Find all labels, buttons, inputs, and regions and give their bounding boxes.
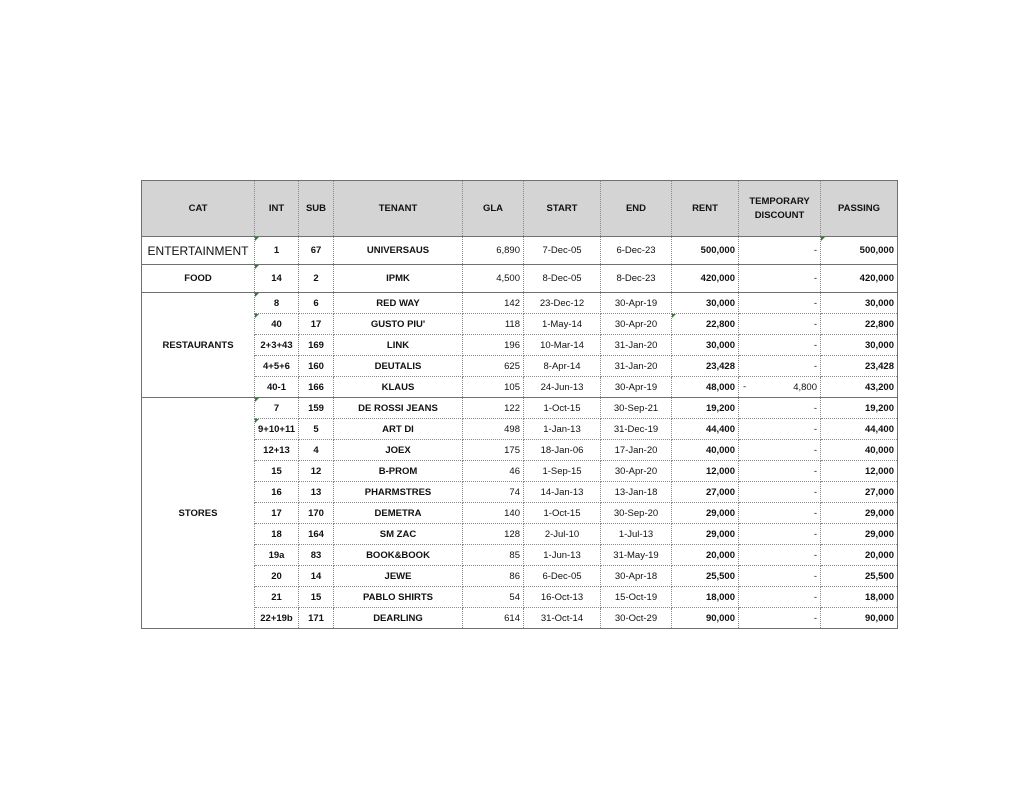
header-start: START: [524, 181, 601, 237]
temporary-discount-cell: -: [739, 314, 821, 335]
discount-value: 4,800: [793, 381, 817, 393]
end-date-cell: 30-Apr-20: [601, 314, 672, 335]
temporary-discount-cell: -: [739, 608, 821, 629]
gla-cell: 614: [463, 608, 524, 629]
temporary-discount-cell: -: [739, 461, 821, 482]
gla-cell: 85: [463, 545, 524, 566]
discount-sign: -: [743, 381, 747, 393]
passing-cell: 43,200: [821, 377, 898, 398]
temporary-discount-cell: -: [739, 335, 821, 356]
temporary-discount-cell: -: [739, 566, 821, 587]
passing-cell: 25,500: [821, 566, 898, 587]
int-cell: 16: [255, 482, 299, 503]
rent-cell: 18,000: [672, 587, 739, 608]
sub-cell: 83: [299, 545, 334, 566]
sub-cell: 2: [299, 265, 334, 293]
rent-cell: 29,000: [672, 503, 739, 524]
tenant-cell: PHARMSTRES: [334, 482, 463, 503]
int-cell: 22+19b: [255, 608, 299, 629]
tenant-cell: BOOK&BOOK: [334, 545, 463, 566]
table-row: [142, 440, 898, 461]
sub-cell: 13: [299, 482, 334, 503]
tenant-cell: GUSTO PIU': [334, 314, 463, 335]
table-row: [142, 419, 898, 440]
temporary-discount-cell: -: [739, 265, 821, 293]
passing-cell: 44,400: [821, 419, 898, 440]
table-row: [142, 335, 898, 356]
tenant-cell: KLAUS: [334, 377, 463, 398]
end-date-cell: 30-Apr-19: [601, 377, 672, 398]
tenant-cell: SM ZAC: [334, 524, 463, 545]
start-date-cell: 14-Jan-13: [524, 482, 601, 503]
int-cell: 17: [255, 503, 299, 524]
table-row: [142, 356, 898, 377]
tenant-cell: PABLO SHIRTS: [334, 587, 463, 608]
temporary-discount-cell: -: [739, 398, 821, 419]
tenant-cell: ART DI: [334, 419, 463, 440]
rent-cell: 12,000: [672, 461, 739, 482]
passing-cell: 27,000: [821, 482, 898, 503]
rent-cell: 19,200: [672, 398, 739, 419]
start-date-cell: 2-Jul-10: [524, 524, 601, 545]
sub-cell: 4: [299, 440, 334, 461]
sub-cell: 171: [299, 608, 334, 629]
int-cell: 15: [255, 461, 299, 482]
int-cell: 20: [255, 566, 299, 587]
table-row: [142, 587, 898, 608]
end-date-cell: 31-Jan-20: [601, 356, 672, 377]
temporary-discount-cell: -: [739, 419, 821, 440]
passing-cell: 420,000: [821, 265, 898, 293]
rent-cell: 25,500: [672, 566, 739, 587]
category-cell: RESTAURANTS: [142, 293, 255, 398]
passing-cell: 90,000: [821, 608, 898, 629]
end-date-cell: 6-Dec-23: [601, 237, 672, 265]
gla-cell: 74: [463, 482, 524, 503]
gla-cell: 175: [463, 440, 524, 461]
rent-cell: 27,000: [672, 482, 739, 503]
table-row: [142, 461, 898, 482]
sub-cell: 159: [299, 398, 334, 419]
passing-cell: 29,000: [821, 503, 898, 524]
passing-cell: 30,000: [821, 293, 898, 314]
tenant-cell: LINK: [334, 335, 463, 356]
end-date-cell: 15-Oct-19: [601, 587, 672, 608]
passing-cell: 12,000: [821, 461, 898, 482]
gla-cell: 498: [463, 419, 524, 440]
passing-cell: 20,000: [821, 545, 898, 566]
start-date-cell: 8-Apr-14: [524, 356, 601, 377]
end-date-cell: 30-Apr-19: [601, 293, 672, 314]
end-date-cell: 30-Sep-21: [601, 398, 672, 419]
header-int: INT: [255, 181, 299, 237]
end-date-cell: 8-Dec-23: [601, 265, 672, 293]
gla-cell: 4,500: [463, 265, 524, 293]
rent-cell: 90,000: [672, 608, 739, 629]
table-row: [142, 237, 898, 265]
table-row: [142, 524, 898, 545]
table-row: [142, 608, 898, 629]
rent-cell: 500,000: [672, 237, 739, 265]
rent-cell: 22,800: [672, 314, 739, 335]
start-date-cell: 7-Dec-05: [524, 237, 601, 265]
end-date-cell: 30-Apr-20: [601, 461, 672, 482]
int-cell: 9+10+11: [255, 419, 299, 440]
header-passing: PASSING: [821, 181, 898, 237]
sub-cell: 160: [299, 356, 334, 377]
temporary-discount-cell: [739, 377, 821, 398]
start-date-cell: 24-Jun-13: [524, 377, 601, 398]
category-cell: STORES: [142, 398, 255, 629]
int-cell: 21: [255, 587, 299, 608]
tenancy-schedule-table: [141, 180, 898, 629]
temporary-discount-cell: -: [739, 524, 821, 545]
int-cell: 19a: [255, 545, 299, 566]
start-date-cell: 6-Dec-05: [524, 566, 601, 587]
temporary-discount-cell: -: [739, 237, 821, 265]
start-date-cell: 8-Dec-05: [524, 265, 601, 293]
rent-cell: 48,000: [672, 377, 739, 398]
rent-cell: 44,400: [672, 419, 739, 440]
int-cell: 40: [255, 314, 299, 335]
end-date-cell: 30-Apr-18: [601, 566, 672, 587]
int-cell: 2+3+43: [255, 335, 299, 356]
rent-cell: 30,000: [672, 335, 739, 356]
passing-cell: 500,000: [821, 237, 898, 265]
tenant-cell: JEWE: [334, 566, 463, 587]
gla-cell: 142: [463, 293, 524, 314]
rent-cell: 40,000: [672, 440, 739, 461]
header-cat: CAT: [142, 181, 255, 237]
rent-cell: 30,000: [672, 293, 739, 314]
start-date-cell: 1-Oct-15: [524, 398, 601, 419]
gla-cell: 140: [463, 503, 524, 524]
start-date-cell: 16-Oct-13: [524, 587, 601, 608]
header-sub: SUB: [299, 181, 334, 237]
passing-cell: 19,200: [821, 398, 898, 419]
int-cell: 4+5+6: [255, 356, 299, 377]
rent-cell: 420,000: [672, 265, 739, 293]
sub-cell: 67: [299, 237, 334, 265]
gla-cell: 118: [463, 314, 524, 335]
passing-cell: 40,000: [821, 440, 898, 461]
rent-cell: 29,000: [672, 524, 739, 545]
start-date-cell: 10-Mar-14: [524, 335, 601, 356]
sub-cell: 14: [299, 566, 334, 587]
header-tenant: TENANT: [334, 181, 463, 237]
table-row: [142, 503, 898, 524]
start-date-cell: 31-Oct-14: [524, 608, 601, 629]
tenant-cell: B-PROM: [334, 461, 463, 482]
header-row: [142, 181, 898, 237]
end-date-cell: 31-May-19: [601, 545, 672, 566]
table-row: [142, 566, 898, 587]
end-date-cell: 31-Dec-19: [601, 419, 672, 440]
header-rent: RENT: [672, 181, 739, 237]
temporary-discount-cell: -: [739, 293, 821, 314]
temporary-discount-cell: -: [739, 545, 821, 566]
rent-cell: 23,428: [672, 356, 739, 377]
gla-cell: 46: [463, 461, 524, 482]
gla-cell: 128: [463, 524, 524, 545]
table-row: [142, 398, 898, 419]
gla-cell: 625: [463, 356, 524, 377]
gla-cell: 6,890: [463, 237, 524, 265]
sub-cell: 5: [299, 419, 334, 440]
end-date-cell: 17-Jan-20: [601, 440, 672, 461]
end-date-cell: 30-Sep-20: [601, 503, 672, 524]
tenant-cell: DE ROSSI JEANS: [334, 398, 463, 419]
temporary-discount-cell: -: [739, 440, 821, 461]
start-date-cell: 1-Jun-13: [524, 545, 601, 566]
header-temporary-discount: TEMPORARY DISCOUNT: [739, 181, 821, 237]
start-date-cell: 23-Dec-12: [524, 293, 601, 314]
start-date-cell: 1-Oct-15: [524, 503, 601, 524]
temporary-discount-cell: -: [739, 503, 821, 524]
sub-cell: 6: [299, 293, 334, 314]
tenant-cell: UNIVERSAUS: [334, 237, 463, 265]
int-cell: 40-1: [255, 377, 299, 398]
passing-cell: 30,000: [821, 335, 898, 356]
table-row: [142, 545, 898, 566]
int-cell: 1: [255, 237, 299, 265]
passing-cell: 22,800: [821, 314, 898, 335]
header-end: END: [601, 181, 672, 237]
temporary-discount-cell: -: [739, 482, 821, 503]
header-gla: GLA: [463, 181, 524, 237]
table-row: [142, 293, 898, 314]
end-date-cell: 31-Jan-20: [601, 335, 672, 356]
table-row: [142, 482, 898, 503]
tenant-cell: IPMK: [334, 265, 463, 293]
table-row: [142, 377, 898, 398]
int-cell: 14: [255, 265, 299, 293]
passing-cell: 29,000: [821, 524, 898, 545]
int-cell: 8: [255, 293, 299, 314]
int-cell: 12+13: [255, 440, 299, 461]
temporary-discount-cell: -: [739, 356, 821, 377]
sub-cell: 12: [299, 461, 334, 482]
temporary-discount-cell: -: [739, 587, 821, 608]
sub-cell: 170: [299, 503, 334, 524]
sub-cell: 164: [299, 524, 334, 545]
start-date-cell: 18-Jan-06: [524, 440, 601, 461]
end-date-cell: 13-Jan-18: [601, 482, 672, 503]
sub-cell: 169: [299, 335, 334, 356]
end-date-cell: 1-Jul-13: [601, 524, 672, 545]
passing-cell: 18,000: [821, 587, 898, 608]
sub-cell: 17: [299, 314, 334, 335]
tenant-cell: DEARLING: [334, 608, 463, 629]
gla-cell: 54: [463, 587, 524, 608]
gla-cell: 196: [463, 335, 524, 356]
int-cell: 18: [255, 524, 299, 545]
gla-cell: 86: [463, 566, 524, 587]
int-cell: 7: [255, 398, 299, 419]
tenant-cell: DEMETRA: [334, 503, 463, 524]
sub-cell: 166: [299, 377, 334, 398]
start-date-cell: 1-Sep-15: [524, 461, 601, 482]
gla-cell: 122: [463, 398, 524, 419]
category-cell: ENTERTAINMENT: [142, 237, 255, 265]
gla-cell: 105: [463, 377, 524, 398]
sub-cell: 15: [299, 587, 334, 608]
tenant-cell: RED WAY: [334, 293, 463, 314]
start-date-cell: 1-Jan-13: [524, 419, 601, 440]
end-date-cell: 30-Oct-29: [601, 608, 672, 629]
start-date-cell: 1-May-14: [524, 314, 601, 335]
category-cell: FOOD: [142, 265, 255, 293]
tenant-cell: JOEX: [334, 440, 463, 461]
table-row: [142, 314, 898, 335]
rent-cell: 20,000: [672, 545, 739, 566]
table-row: [142, 265, 898, 293]
tenant-cell: DEUTALIS: [334, 356, 463, 377]
passing-cell: 23,428: [821, 356, 898, 377]
